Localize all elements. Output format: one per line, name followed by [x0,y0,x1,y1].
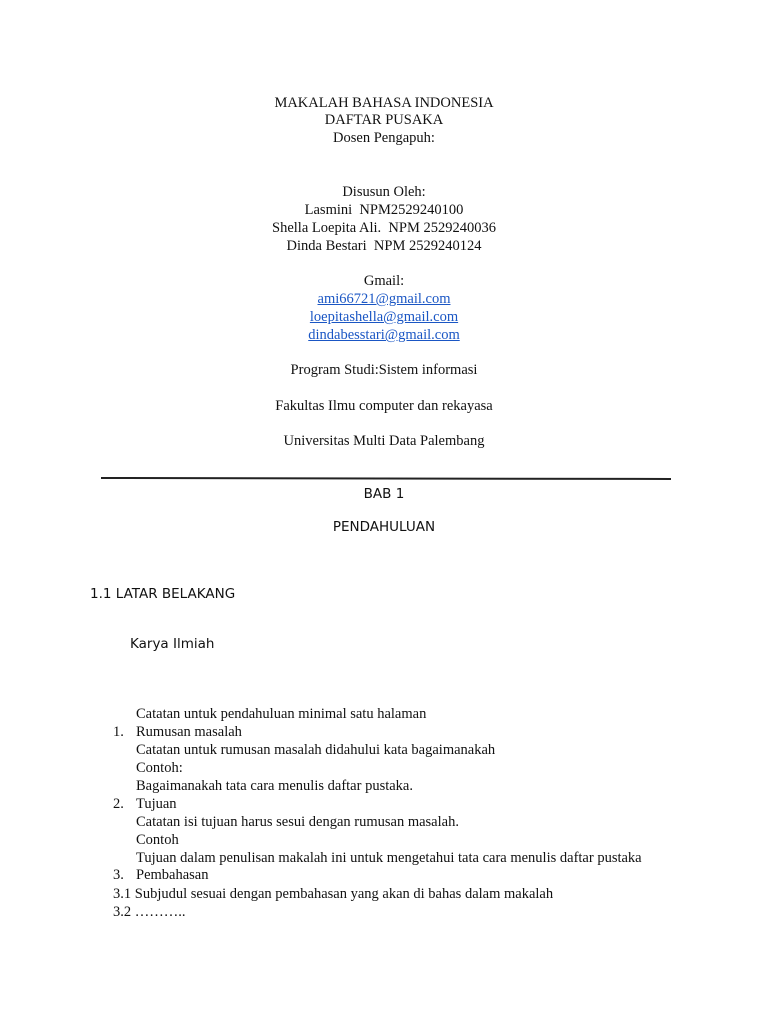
list-number: 2. [113,796,124,812]
list-number: 1. [113,724,124,740]
email-link[interactable]: loepitashella@gmail.com [309,309,459,325]
program-studi: Program Studi:Sistem informasi [290,362,478,378]
email-link[interactable]: ami66721@gmail.com [317,291,451,307]
sub-item: 3.1 Subjudul sesuai dengan pembahasan yang akan di bahas dalam makalah [113,886,554,902]
list-item-title: Tujuan [136,796,177,812]
universitas: Universitas Multi Data Palembang [283,433,485,449]
list-item-text: Contoh [136,832,179,848]
document-title: MAKALAH BAHASA INDONESIA [274,95,494,111]
author-line: Shella Loepita Ali. NPM 2529240036 [272,220,496,236]
email-line [0,326,768,344]
email-link[interactable]: dindabesstari@gmail.com [308,327,460,343]
list-item-text: Catatan untuk rumusan masalah didahului kata bagaimanakah [136,742,496,758]
author-line: Lasmini NPM2529240100 [304,202,464,218]
email-line [0,290,768,308]
document-subtitle: DAFTAR PUSAKA [324,112,444,128]
list-item-title: Rumusan masalah [136,724,242,740]
list-item-text: Contoh: [136,760,183,776]
list-item-text: Bagaimanakah tata cara menulis daftar pustaka. [136,778,413,794]
chapter-number: BAB 1 [363,486,405,502]
list-item-text: Tujuan dalam penulisan makalah ini untuk mengetahui tata cara menulis daftar pustaka [136,850,642,866]
email-line [0,308,768,326]
intro-note: Catatan untuk pendahuluan minimal satu halaman [136,706,427,722]
list-item-text: Catatan isi tujuan harus sesui dengan rumusan masalah. [136,814,459,830]
sub-item: 3.2 ……….. [113,904,186,920]
chapter-title: PENDAHULUAN [332,519,436,535]
lecturer-label: Dosen Pengapuh: [333,130,435,146]
gmail-label: Gmail: [363,273,405,289]
fakultas: Fakultas Ilmu computer dan rekayasa [275,398,493,414]
author-line: Dinda Bestari NPM 2529240124 [286,238,482,254]
section-heading: 1.1 LATAR BELAKANG [90,586,236,602]
authors-label: Disusun Oleh: [342,184,426,200]
list-number: 3. [113,867,124,883]
list-item-title: Pembahasan [136,867,209,883]
horizontal-rule [101,477,671,480]
section-subheading: Karya Ilmiah [130,636,215,652]
